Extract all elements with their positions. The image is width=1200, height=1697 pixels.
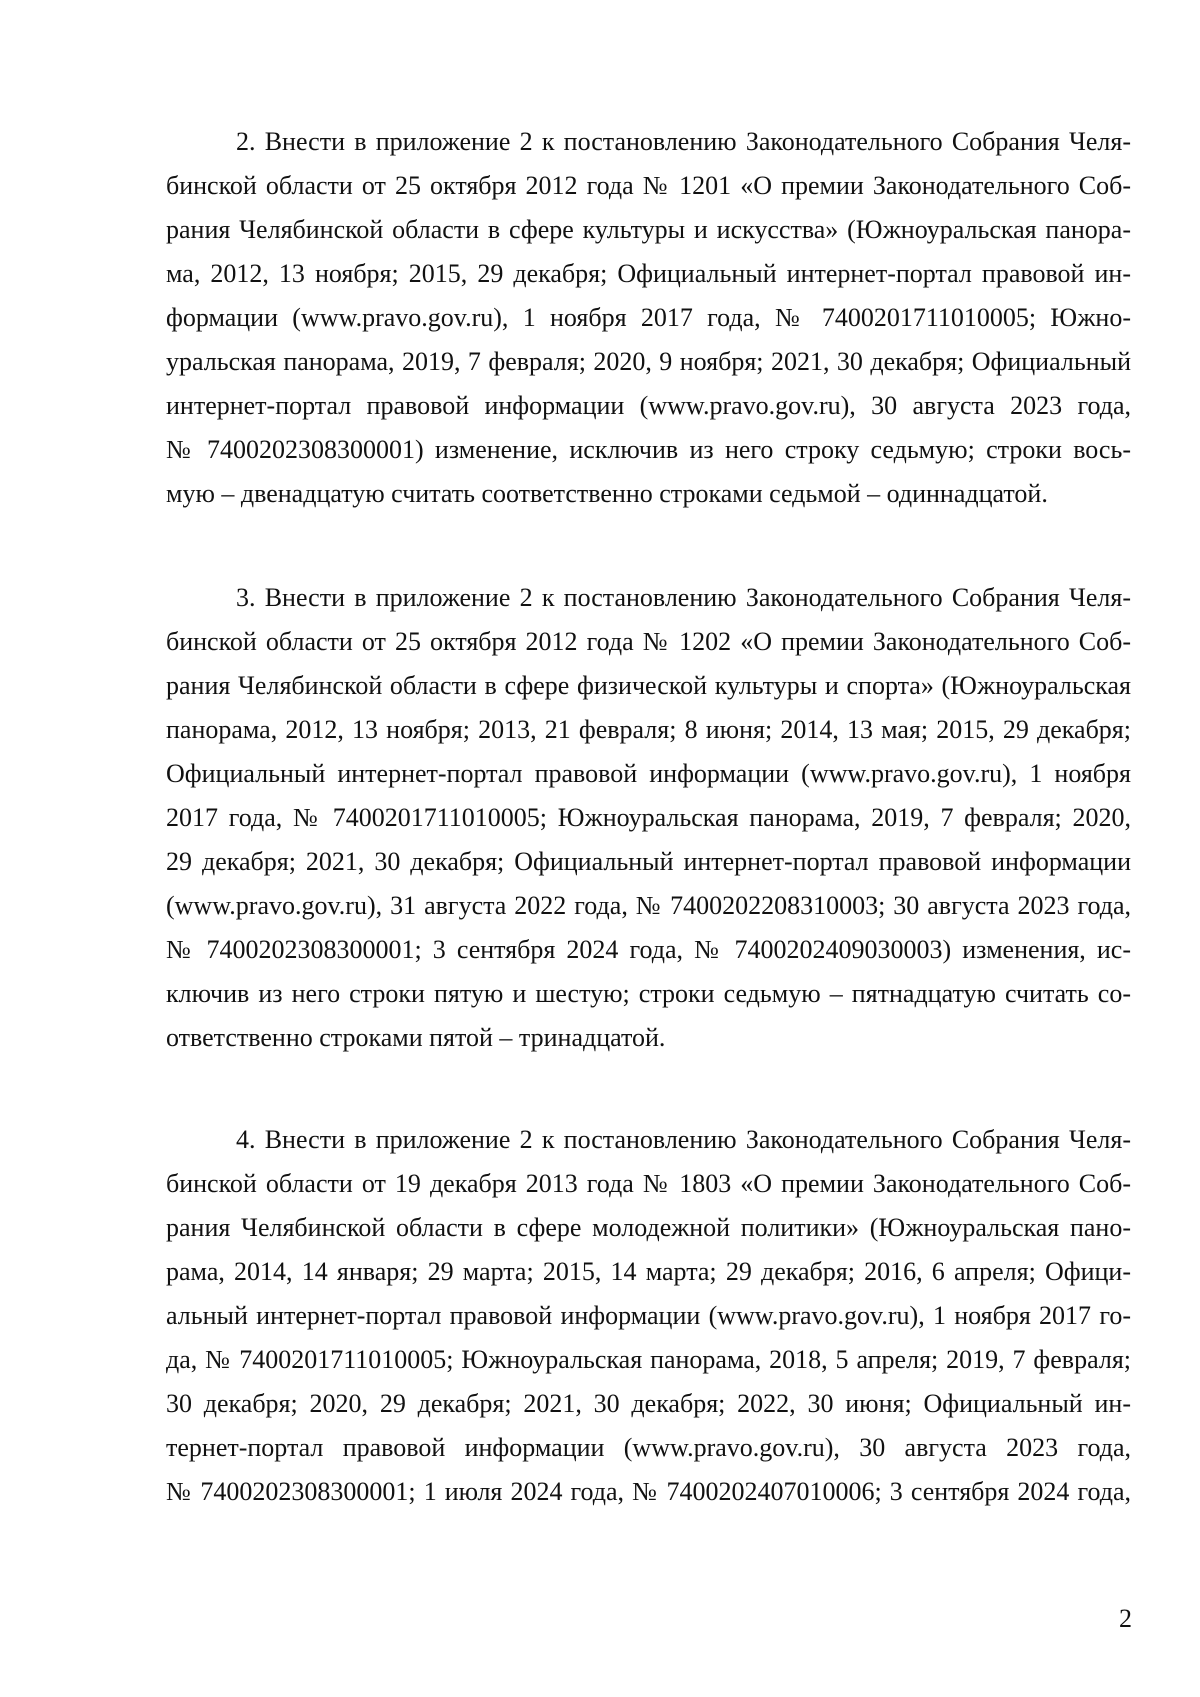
- paragraph-line: ключив из него строки пятую и шестую; строки седьмую – пятнадцатую считать со-: [166, 979, 1131, 1008]
- paragraph-line: Официальный интернет-портал правовой информации (www.pravo.gov.ru), 1 ноября: [166, 759, 1131, 788]
- paragraph-line: № 7400202308300001; 3 сентября 2024 года, № 7400202409030003) изменения, ис-: [166, 935, 1131, 964]
- paragraph-line: рания Челябинской области в сфере физической культуры и спорта» (Южноуральская: [166, 671, 1131, 700]
- paragraph-line: (www.pravo.gov.ru), 31 августа 2022 года, № 7400202208310003; 30 августа 2023 года,: [166, 891, 1131, 920]
- paragraph-item-2: [166, 120, 1131, 516]
- paragraph-line: панорама, 2012, 13 ноября; 2013, 21 февраля; 8 июня; 2014, 13 мая; 2015, 29 декабря;: [166, 715, 1131, 744]
- paragraph-line: № 7400202308300001) изменение, исключив из него строку седьмую; строки вось-: [166, 435, 1131, 464]
- paragraph-line: бинской области от 25 октября 2012 года № 1202 «О премии Законодательного Соб-: [166, 627, 1131, 656]
- paragraph-line: 4. Внести в приложение 2 к постановлению Законодательного Собрания Челя-: [236, 1125, 1131, 1154]
- paragraph-line: бинской области от 19 декабря 2013 года № 1803 «О премии Законодательного Соб-: [166, 1169, 1131, 1198]
- paragraph-item-4: [166, 1118, 1131, 1514]
- paragraph-line: рама, 2014, 14 января; 29 марта; 2015, 14 марта; 29 декабря; 2016, 6 апреля; Офици-: [166, 1257, 1131, 1286]
- paragraph-line: 2. Внести в приложение 2 к постановлению Законодательного Собрания Челя-: [236, 127, 1131, 156]
- paragraph-line: 3. Внести в приложение 2 к постановлению Законодательного Собрания Челя-: [236, 583, 1131, 612]
- paragraph-line: да, № 7400201711010005; Южноуральская панорама, 2018, 5 апреля; 2019, 7 февраля;: [166, 1345, 1131, 1374]
- page-number: 2: [1119, 1604, 1132, 1633]
- paragraph-line: 29 декабря; 2021, 30 декабря; Официальный интернет-портал правовой информации: [166, 847, 1131, 876]
- paragraph-line: бинской области от 25 октября 2012 года № 1201 «О премии Законодательного Соб-: [166, 171, 1131, 200]
- paragraph-line: ма, 2012, 13 ноября; 2015, 29 декабря; Официальный интернет-портал правовой ин-: [166, 259, 1131, 288]
- paragraph-line: интернет-портал правовой информации (www.pravo.gov.ru), 30 августа 2023 года,: [166, 391, 1131, 420]
- paragraph-line: мую – двенадцатую считать соответственно строками седьмой – одиннадцатой.: [166, 479, 1048, 508]
- paragraph-line: № 7400202308300001; 1 июля 2024 года, № 7400202407010006; 3 сентября 2024 года,: [166, 1477, 1131, 1506]
- paragraph-line: тернет-портал правовой информации (www.pravo.gov.ru), 30 августа 2023 года,: [166, 1433, 1131, 1462]
- paragraph-line: 2017 года, № 7400201711010005; Южноуральская панорама, 2019, 7 февраля; 2020,: [166, 803, 1131, 832]
- paragraph-line: рания Челябинской области в сфере культуры и искусства» (Южноуральская панора-: [166, 215, 1131, 244]
- paragraph-item-3: [166, 576, 1131, 1060]
- paragraph-line: ответственно строками пятой – тринадцатой.: [166, 1023, 666, 1052]
- paragraph-line: уральская панорама, 2019, 7 февраля; 2020, 9 ноября; 2021, 30 декабря; Официальный: [166, 347, 1131, 376]
- paragraph-line: формации (www.pravo.gov.ru), 1 ноября 2017 года, № 7400201711010005; Южно-: [166, 303, 1131, 332]
- paragraph-line: альный интернет-портал правовой информации (www.pravo.gov.ru), 1 ноября 2017 го-: [166, 1301, 1131, 1330]
- paragraph-line: рания Челябинской области в сфере молодежной политики» (Южноуральская пано-: [166, 1213, 1131, 1242]
- paragraph-line: 30 декабря; 2020, 29 декабря; 2021, 30 декабря; 2022, 30 июня; Официальный ин-: [166, 1389, 1131, 1418]
